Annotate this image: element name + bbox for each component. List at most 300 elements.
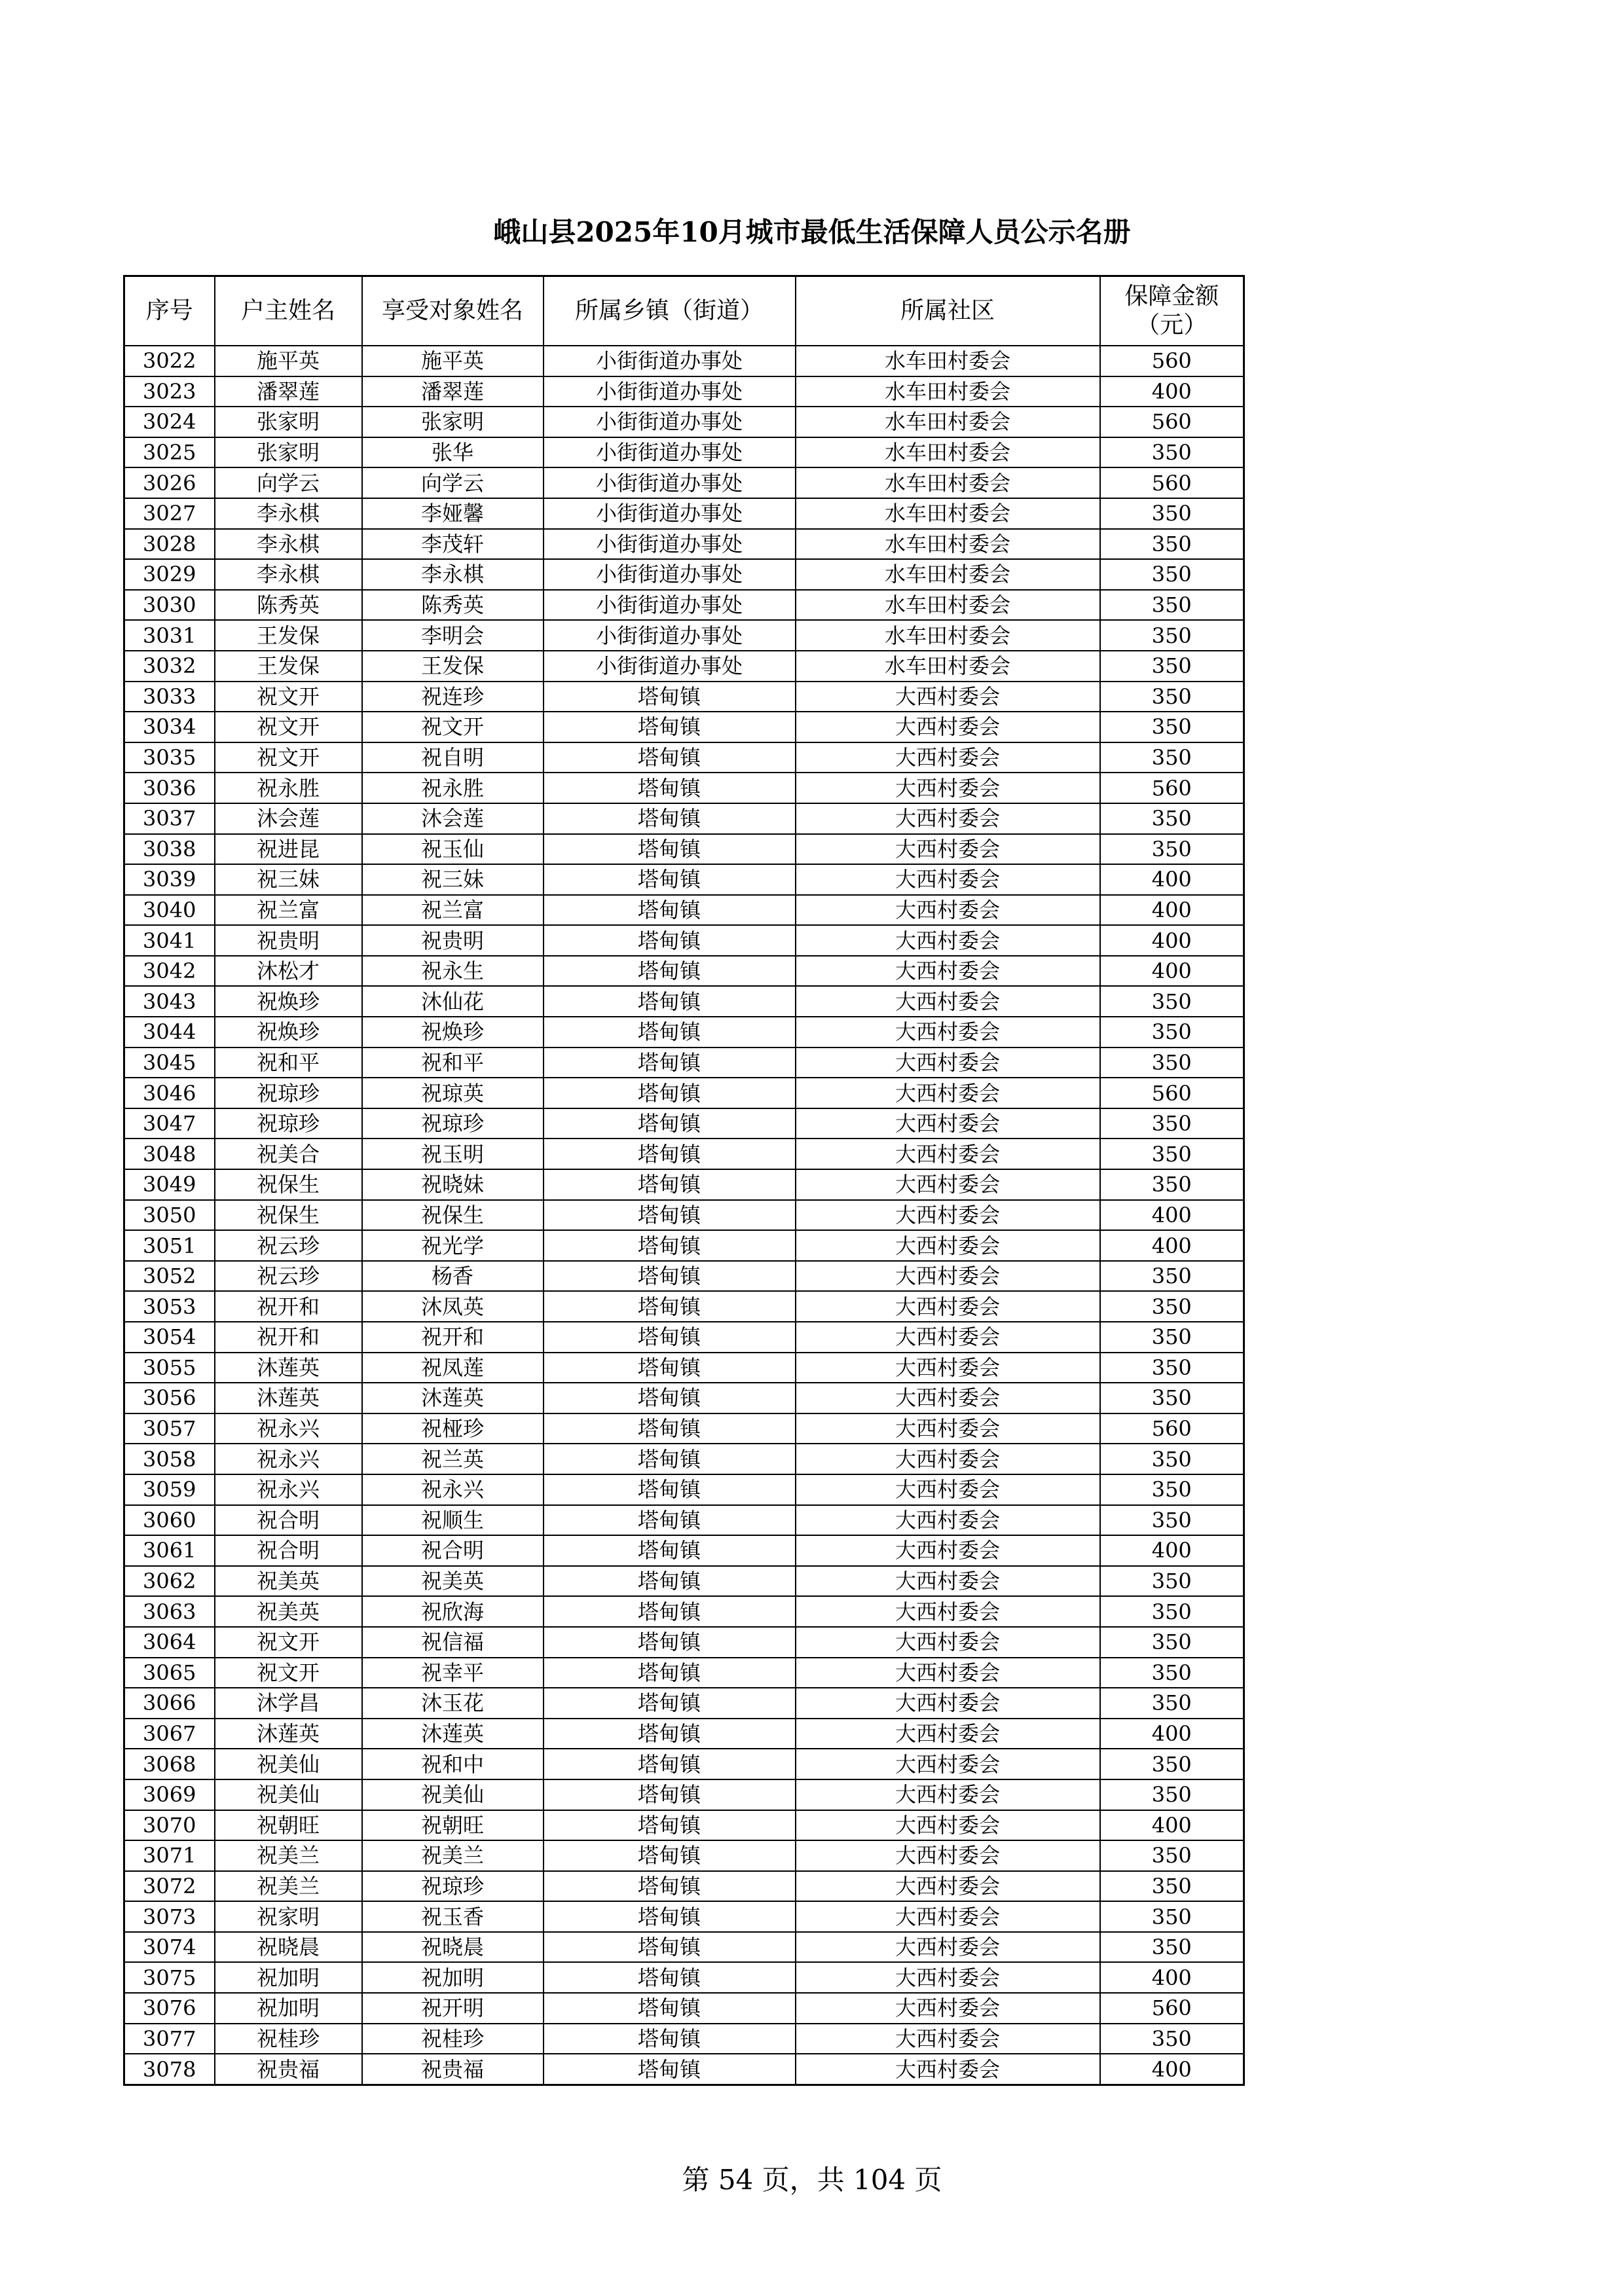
cell-community: 大西村委会 — [796, 742, 1100, 773]
table-row — [124, 1291, 1244, 1322]
cell-index: 3046 — [124, 1078, 215, 1108]
cell-amount: 350 — [1100, 1353, 1244, 1383]
cell-community: 大西村委会 — [796, 864, 1100, 895]
cell-beneficiary: 祝顺生 — [362, 1505, 544, 1536]
cell-community: 大西村委会 — [796, 1474, 1100, 1505]
table-row — [124, 407, 1244, 437]
roster-table — [123, 275, 1245, 2086]
table-row — [124, 1230, 1244, 1261]
cell-beneficiary: 祝兰英 — [362, 1444, 544, 1474]
cell-amount: 350 — [1100, 651, 1244, 682]
cell-index: 3050 — [124, 1200, 215, 1231]
page-footer: 第 54 页，共 104 页 — [682, 2164, 942, 2196]
cell-township: 塔甸镇 — [544, 1962, 796, 1993]
cell-amount: 350 — [1100, 1932, 1244, 1963]
cell-index: 3058 — [124, 1444, 215, 1474]
cell-community: 大西村委会 — [796, 1078, 1100, 1108]
table-row — [124, 1749, 1244, 1779]
cell-household-head: 祝进昆 — [215, 834, 362, 865]
cell-index: 3077 — [124, 2024, 215, 2054]
cell-community: 大西村委会 — [796, 1779, 1100, 1810]
cell-amount: 350 — [1100, 498, 1244, 529]
cell-community: 大西村委会 — [796, 1658, 1100, 1688]
cell-beneficiary: 沐会莲 — [362, 803, 544, 834]
cell-beneficiary: 祝琼珍 — [362, 1108, 544, 1139]
cell-amount: 350 — [1100, 1108, 1244, 1139]
cell-household-head: 沐莲英 — [215, 1719, 362, 1749]
cell-community: 大西村委会 — [796, 1383, 1100, 1413]
table-row — [124, 1383, 1244, 1413]
table-row — [124, 1505, 1244, 1536]
cell-beneficiary: 祝永生 — [362, 956, 544, 987]
cell-community: 大西村委会 — [796, 956, 1100, 987]
cell-beneficiary: 祝美英 — [362, 1566, 544, 1597]
cell-township: 塔甸镇 — [544, 1139, 796, 1169]
column-header-community: 所属社区 — [796, 276, 1100, 346]
cell-index: 3045 — [124, 1048, 215, 1078]
cell-beneficiary: 祝和中 — [362, 1749, 544, 1779]
cell-amount: 350 — [1100, 986, 1244, 1017]
cell-amount: 560 — [1100, 1413, 1244, 1444]
cell-index: 3026 — [124, 467, 215, 498]
cell-community: 大西村委会 — [796, 682, 1100, 712]
cell-beneficiary: 祝幸平 — [362, 1658, 544, 1688]
cell-household-head: 沐莲英 — [215, 1353, 362, 1383]
cell-amount: 350 — [1100, 1658, 1244, 1688]
cell-beneficiary: 祝桠珍 — [362, 1413, 544, 1444]
cell-index: 3031 — [124, 620, 215, 651]
cell-township: 塔甸镇 — [544, 1505, 796, 1536]
column-header-beneficiary: 享受对象姓名 — [362, 276, 544, 346]
cell-township: 小街街道办事处 — [544, 559, 796, 590]
cell-township: 塔甸镇 — [544, 1810, 796, 1841]
table-row — [124, 1627, 1244, 1658]
table-row — [124, 956, 1244, 987]
cell-township: 塔甸镇 — [544, 1322, 796, 1353]
cell-beneficiary: 祝加明 — [362, 1962, 544, 1993]
cell-index: 3059 — [124, 1474, 215, 1505]
cell-amount: 350 — [1100, 2024, 1244, 2054]
cell-township: 塔甸镇 — [544, 1383, 796, 1413]
cell-index: 3040 — [124, 895, 215, 926]
cell-index: 3072 — [124, 1871, 215, 1902]
table-row — [124, 1474, 1244, 1505]
cell-township: 塔甸镇 — [544, 1840, 796, 1871]
cell-township: 塔甸镇 — [544, 803, 796, 834]
cell-township: 小街街道办事处 — [544, 651, 796, 682]
table-row — [124, 1840, 1244, 1871]
cell-index: 3060 — [124, 1505, 215, 1536]
cell-index: 3037 — [124, 803, 215, 834]
cell-household-head: 祝保生 — [215, 1200, 362, 1231]
cell-community: 大西村委会 — [796, 1505, 1100, 1536]
table-row — [124, 1810, 1244, 1841]
cell-township: 塔甸镇 — [544, 1078, 796, 1108]
cell-amount: 400 — [1100, 1200, 1244, 1231]
cell-index: 3028 — [124, 529, 215, 560]
cell-beneficiary: 祝玉仙 — [362, 834, 544, 865]
cell-household-head: 祝晓晨 — [215, 1932, 362, 1963]
cell-township: 塔甸镇 — [544, 834, 796, 865]
cell-household-head: 祝朝旺 — [215, 1810, 362, 1841]
cell-community: 大西村委会 — [796, 1200, 1100, 1231]
cell-beneficiary: 祝和平 — [362, 1048, 544, 1078]
cell-household-head: 沐莲英 — [215, 1383, 362, 1413]
cell-community: 水车田村委会 — [796, 467, 1100, 498]
cell-community: 大西村委会 — [796, 1810, 1100, 1841]
cell-beneficiary: 祝美兰 — [362, 1840, 544, 1871]
cell-index: 3061 — [124, 1535, 215, 1566]
cell-index: 3038 — [124, 834, 215, 865]
cell-community: 水车田村委会 — [796, 498, 1100, 529]
cell-community: 大西村委会 — [796, 1596, 1100, 1627]
cell-household-head: 王发保 — [215, 620, 362, 651]
cell-amount: 350 — [1100, 1779, 1244, 1810]
table-row — [124, 1719, 1244, 1749]
cell-beneficiary: 祝保生 — [362, 1200, 544, 1231]
cell-index: 3048 — [124, 1139, 215, 1169]
cell-household-head: 祝文开 — [215, 1658, 362, 1688]
cell-township: 塔甸镇 — [544, 986, 796, 1017]
cell-beneficiary: 祝玉香 — [362, 1901, 544, 1932]
cell-community: 大西村委会 — [796, 1322, 1100, 1353]
cell-beneficiary: 祝连珍 — [362, 682, 544, 712]
cell-beneficiary: 祝琼英 — [362, 1078, 544, 1108]
cell-community: 水车田村委会 — [796, 407, 1100, 437]
cell-community: 大西村委会 — [796, 1444, 1100, 1474]
cell-household-head: 祝文开 — [215, 712, 362, 742]
table-row — [124, 895, 1244, 926]
table-row — [124, 2054, 1244, 2085]
cell-amount: 400 — [1100, 1230, 1244, 1261]
cell-household-head: 沐会莲 — [215, 803, 362, 834]
cell-community: 大西村委会 — [796, 1932, 1100, 1963]
cell-amount: 400 — [1100, 2054, 1244, 2085]
cell-beneficiary: 李娅馨 — [362, 498, 544, 529]
cell-township: 小街街道办事处 — [544, 437, 796, 468]
cell-amount: 350 — [1100, 1048, 1244, 1078]
cell-beneficiary: 张家明 — [362, 407, 544, 437]
cell-household-head: 施平英 — [215, 346, 362, 376]
cell-township: 塔甸镇 — [544, 925, 796, 956]
cell-community: 水车田村委会 — [796, 376, 1100, 407]
table-row — [124, 1322, 1244, 1353]
cell-community: 大西村委会 — [796, 1139, 1100, 1169]
cell-household-head: 祝三妹 — [215, 864, 362, 895]
cell-township: 塔甸镇 — [544, 1535, 796, 1566]
cell-township: 塔甸镇 — [544, 1749, 796, 1779]
cell-index: 3062 — [124, 1566, 215, 1597]
cell-beneficiary: 王发保 — [362, 651, 544, 682]
column-header-amount: 保障金额 （元） — [1100, 276, 1244, 346]
cell-household-head: 祝美英 — [215, 1596, 362, 1627]
cell-household-head: 李永棋 — [215, 529, 362, 560]
cell-amount: 350 — [1100, 620, 1244, 651]
cell-township: 塔甸镇 — [544, 2024, 796, 2054]
cell-household-head: 祝文开 — [215, 742, 362, 773]
cell-household-head: 祝贵明 — [215, 925, 362, 956]
cell-amount: 560 — [1100, 773, 1244, 803]
cell-township: 塔甸镇 — [544, 1200, 796, 1231]
cell-township: 塔甸镇 — [544, 712, 796, 742]
cell-township: 塔甸镇 — [544, 682, 796, 712]
cell-household-head: 祝文开 — [215, 682, 362, 712]
cell-amount: 350 — [1100, 590, 1244, 621]
cell-beneficiary: 沐玉花 — [362, 1688, 544, 1719]
cell-household-head: 祝云珍 — [215, 1230, 362, 1261]
cell-household-head: 祝贵福 — [215, 2054, 362, 2085]
cell-amount: 350 — [1100, 1505, 1244, 1536]
cell-beneficiary: 李明会 — [362, 620, 544, 651]
cell-amount: 350 — [1100, 682, 1244, 712]
cell-community: 大西村委会 — [796, 1108, 1100, 1139]
cell-township: 塔甸镇 — [544, 742, 796, 773]
cell-township: 塔甸镇 — [544, 1779, 796, 1810]
cell-township: 小街街道办事处 — [544, 467, 796, 498]
cell-household-head: 祝焕珍 — [215, 1017, 362, 1048]
cell-township: 塔甸镇 — [544, 1017, 796, 1048]
table-row — [124, 1688, 1244, 1719]
cell-township: 塔甸镇 — [544, 895, 796, 926]
cell-community: 大西村委会 — [796, 1627, 1100, 1658]
cell-household-head: 张家明 — [215, 407, 362, 437]
cell-household-head: 祝永兴 — [215, 1444, 362, 1474]
cell-community: 大西村委会 — [796, 1901, 1100, 1932]
cell-index: 3057 — [124, 1413, 215, 1444]
cell-community: 大西村委会 — [796, 1535, 1100, 1566]
cell-index: 3043 — [124, 986, 215, 1017]
column-header-township: 所属乡镇（街道） — [544, 276, 796, 346]
cell-amount: 400 — [1100, 956, 1244, 987]
cell-index: 3047 — [124, 1108, 215, 1139]
cell-amount: 350 — [1100, 712, 1244, 742]
cell-household-head: 祝开和 — [215, 1291, 362, 1322]
cell-household-head: 沐学昌 — [215, 1688, 362, 1719]
cell-township: 塔甸镇 — [544, 1474, 796, 1505]
cell-amount: 350 — [1100, 834, 1244, 865]
cell-household-head: 祝合明 — [215, 1505, 362, 1536]
cell-community: 大西村委会 — [796, 2054, 1100, 2085]
table-row — [124, 1261, 1244, 1292]
cell-beneficiary: 沐莲英 — [362, 1383, 544, 1413]
cell-community: 大西村委会 — [796, 1749, 1100, 1779]
cell-community: 大西村委会 — [796, 803, 1100, 834]
cell-amount: 350 — [1100, 1261, 1244, 1292]
cell-beneficiary: 陈秀英 — [362, 590, 544, 621]
cell-beneficiary: 祝凤莲 — [362, 1353, 544, 1383]
cell-amount: 350 — [1100, 1383, 1244, 1413]
cell-household-head: 祝保生 — [215, 1169, 362, 1200]
cell-household-head: 祝焕珍 — [215, 986, 362, 1017]
cell-household-head: 祝美合 — [215, 1139, 362, 1169]
cell-township: 塔甸镇 — [544, 1291, 796, 1322]
cell-index: 3070 — [124, 1810, 215, 1841]
cell-township: 塔甸镇 — [544, 1932, 796, 1963]
table-row — [124, 346, 1244, 376]
table-row — [124, 1535, 1244, 1566]
cell-beneficiary: 张华 — [362, 437, 544, 468]
table-row — [124, 803, 1244, 834]
cell-household-head: 祝美兰 — [215, 1840, 362, 1871]
cell-household-head: 陈秀英 — [215, 590, 362, 621]
table-row — [124, 1993, 1244, 2024]
cell-amount: 350 — [1100, 1444, 1244, 1474]
table-row — [124, 1871, 1244, 1902]
table-row — [124, 1779, 1244, 1810]
cell-index: 3056 — [124, 1383, 215, 1413]
cell-household-head: 张家明 — [215, 437, 362, 468]
table-row — [124, 651, 1244, 682]
cell-amount: 350 — [1100, 559, 1244, 590]
cell-household-head: 王发保 — [215, 651, 362, 682]
table-row — [124, 529, 1244, 560]
table-row — [124, 376, 1244, 407]
cell-index: 3068 — [124, 1749, 215, 1779]
cell-township: 塔甸镇 — [544, 1871, 796, 1902]
cell-beneficiary: 祝合明 — [362, 1535, 544, 1566]
cell-township: 小街街道办事处 — [544, 620, 796, 651]
table-row — [124, 1108, 1244, 1139]
cell-index: 3044 — [124, 1017, 215, 1048]
cell-township: 塔甸镇 — [544, 1261, 796, 1292]
cell-beneficiary: 沐凤英 — [362, 1291, 544, 1322]
cell-amount: 400 — [1100, 925, 1244, 956]
cell-index: 3027 — [124, 498, 215, 529]
cell-amount: 400 — [1100, 1535, 1244, 1566]
cell-amount: 350 — [1100, 1688, 1244, 1719]
cell-household-head: 祝琼珍 — [215, 1108, 362, 1139]
cell-township: 塔甸镇 — [544, 864, 796, 895]
cell-beneficiary: 祝三妹 — [362, 864, 544, 895]
cell-community: 水车田村委会 — [796, 346, 1100, 376]
cell-index: 3042 — [124, 956, 215, 987]
cell-household-head: 祝美仙 — [215, 1779, 362, 1810]
cell-amount: 400 — [1100, 376, 1244, 407]
cell-household-head: 向学云 — [215, 467, 362, 498]
cell-township: 塔甸镇 — [544, 1353, 796, 1383]
cell-township: 小街街道办事处 — [544, 346, 796, 376]
cell-township: 小街街道办事处 — [544, 376, 796, 407]
cell-community: 大西村委会 — [796, 1291, 1100, 1322]
cell-community: 大西村委会 — [796, 1871, 1100, 1902]
table-row — [124, 2024, 1244, 2054]
cell-township: 小街街道办事处 — [544, 498, 796, 529]
table-row — [124, 1048, 1244, 1078]
cell-amount: 350 — [1100, 742, 1244, 773]
cell-township: 塔甸镇 — [544, 1901, 796, 1932]
cell-index: 3029 — [124, 559, 215, 590]
cell-community: 大西村委会 — [796, 834, 1100, 865]
cell-amount: 350 — [1100, 1474, 1244, 1505]
table-row — [124, 1901, 1244, 1932]
cell-index: 3034 — [124, 712, 215, 742]
cell-beneficiary: 祝开和 — [362, 1322, 544, 1353]
cell-index: 3024 — [124, 407, 215, 437]
cell-index: 3067 — [124, 1719, 215, 1749]
cell-household-head: 祝和平 — [215, 1048, 362, 1078]
cell-index: 3052 — [124, 1261, 215, 1292]
cell-amount: 350 — [1100, 803, 1244, 834]
cell-amount: 350 — [1100, 1901, 1244, 1932]
cell-township: 塔甸镇 — [544, 1413, 796, 1444]
cell-amount: 350 — [1100, 1749, 1244, 1779]
cell-beneficiary: 沐仙花 — [362, 986, 544, 1017]
cell-index: 3075 — [124, 1962, 215, 1993]
cell-index: 3041 — [124, 925, 215, 956]
cell-community: 大西村委会 — [796, 773, 1100, 803]
cell-amount: 350 — [1100, 1627, 1244, 1658]
table-row — [124, 1444, 1244, 1474]
cell-household-head: 李永棋 — [215, 498, 362, 529]
cell-household-head: 祝加明 — [215, 1993, 362, 2024]
column-header-index: 序号 — [124, 276, 215, 346]
cell-household-head: 祝文开 — [215, 1627, 362, 1658]
cell-community: 大西村委会 — [796, 925, 1100, 956]
cell-household-head: 祝家明 — [215, 1901, 362, 1932]
table-row — [124, 1596, 1244, 1627]
cell-index: 3069 — [124, 1779, 215, 1810]
cell-index: 3023 — [124, 376, 215, 407]
cell-community: 大西村委会 — [796, 1962, 1100, 1993]
cell-community: 水车田村委会 — [796, 437, 1100, 468]
cell-household-head: 祝美仙 — [215, 1749, 362, 1779]
cell-beneficiary: 祝晓晨 — [362, 1932, 544, 1963]
cell-amount: 400 — [1100, 895, 1244, 926]
cell-amount: 350 — [1100, 1291, 1244, 1322]
cell-community: 大西村委会 — [796, 1169, 1100, 1200]
cell-index: 3071 — [124, 1840, 215, 1871]
table-header-row — [124, 276, 1244, 346]
cell-amount: 400 — [1100, 1810, 1244, 1841]
cell-community: 大西村委会 — [796, 895, 1100, 926]
cell-amount: 560 — [1100, 407, 1244, 437]
cell-amount: 350 — [1100, 1566, 1244, 1597]
cell-household-head: 祝琼珍 — [215, 1078, 362, 1108]
table-row — [124, 773, 1244, 803]
cell-beneficiary: 祝贵福 — [362, 2054, 544, 2085]
cell-household-head: 李永棋 — [215, 559, 362, 590]
cell-township: 塔甸镇 — [544, 2054, 796, 2085]
table-row — [124, 1413, 1244, 1444]
table-row — [124, 620, 1244, 651]
cell-beneficiary: 祝琼珍 — [362, 1871, 544, 1902]
cell-beneficiary: 杨香 — [362, 1261, 544, 1292]
table-row — [124, 559, 1244, 590]
table-row — [124, 1078, 1244, 1108]
cell-beneficiary: 祝永兴 — [362, 1474, 544, 1505]
cell-amount: 350 — [1100, 1139, 1244, 1169]
column-header-household-head: 户主姓名 — [215, 276, 362, 346]
cell-amount: 560 — [1100, 467, 1244, 498]
cell-index: 3054 — [124, 1322, 215, 1353]
roster-body — [124, 346, 1244, 2085]
cell-township: 塔甸镇 — [544, 1993, 796, 2024]
cell-index: 3033 — [124, 682, 215, 712]
cell-index: 3036 — [124, 773, 215, 803]
cell-community: 水车田村委会 — [796, 651, 1100, 682]
cell-amount: 350 — [1100, 1017, 1244, 1048]
table-row — [124, 1566, 1244, 1597]
cell-index: 3073 — [124, 1901, 215, 1932]
cell-index: 3076 — [124, 1993, 215, 2024]
cell-household-head: 祝永兴 — [215, 1474, 362, 1505]
table-row — [124, 864, 1244, 895]
table-row — [124, 1658, 1244, 1688]
cell-amount: 400 — [1100, 864, 1244, 895]
cell-township: 塔甸镇 — [544, 1169, 796, 1200]
cell-community: 大西村委会 — [796, 1017, 1100, 1048]
cell-index: 3032 — [124, 651, 215, 682]
